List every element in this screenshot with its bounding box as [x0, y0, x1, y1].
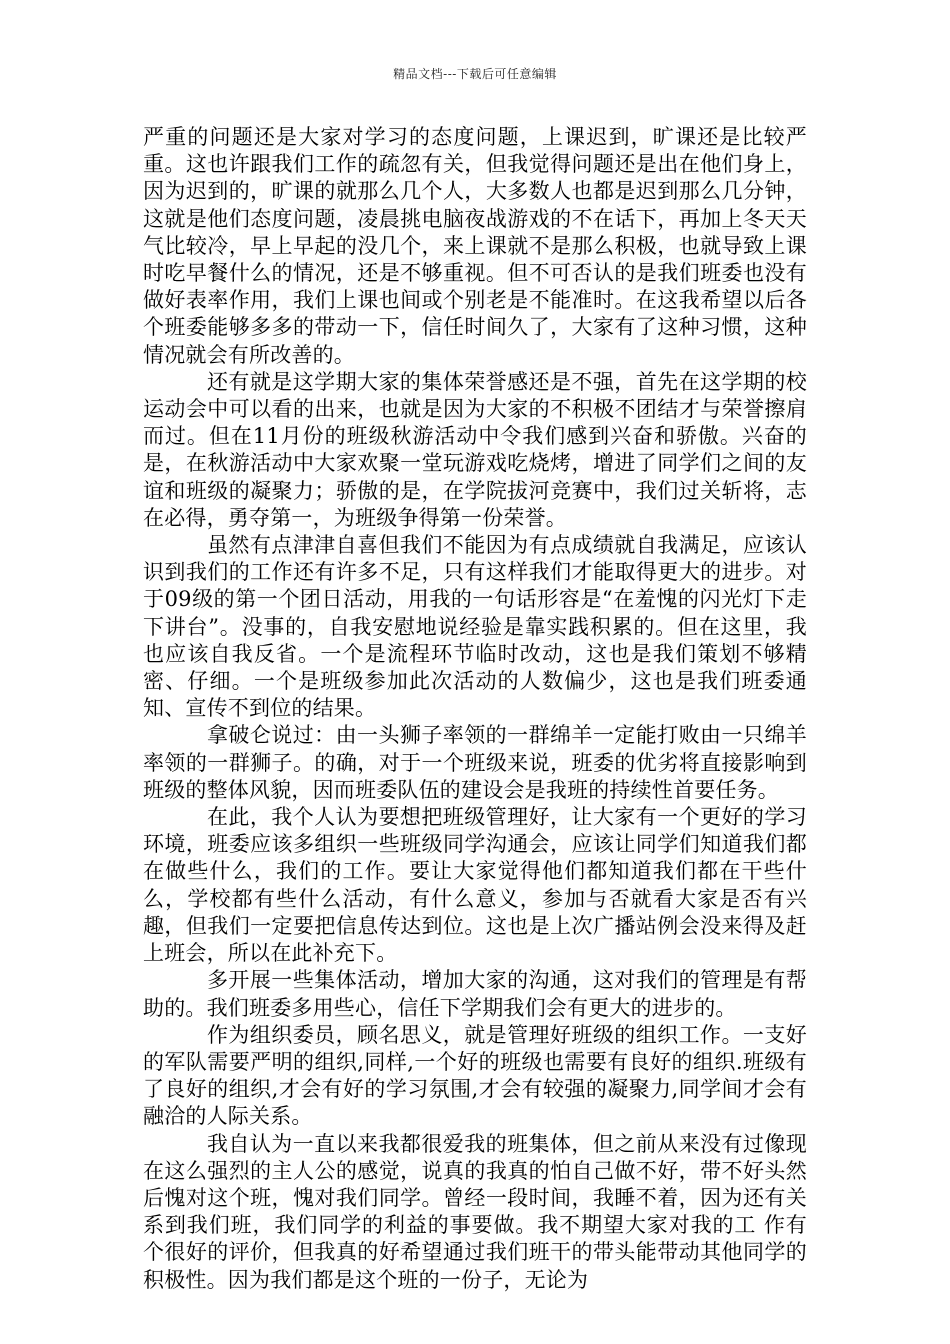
paragraph: 拿破仑说过：由一头狮子率领的一群绵羊一定能打败由一只绵羊率领的一群狮子。的确，对于一个班级来说，班委的优劣将直接影响到班级的整体风貌，因而班委队伍的建设会是我班的持续性首要任务。 [143, 723, 807, 802]
paragraph: 在此，我个人认为要想把班级管理好，让大家有一个更好的学习环境，班委应该多组织一些班级同学沟通会，应该让同学们知道我们都在做些什么，我们的工作。要让大家觉得他们都知道我们都在干些什么，学校都有些什么活动，有什么意义，参加与否就看大家是否有兴趣，但我们一定要把信息传达到位。这也是上次广播站例会没来得及赶上班会，所以在此补充下。 [143, 805, 807, 966]
paragraph: 作为组织委员，顾名思义，就是管理好班级的组织工作。一支好的军队需要严明的组织,同样,一个好的班级也需要有良好的组织.班级有了良好的组织,才会有好的学习氛围,才会有较强的凝聚力,同学间才会有融洽的人际关系。 [143, 1022, 807, 1129]
paragraph: 我自认为一直以来我都很爱我的班集体，但之前从来没有过像现在这么强烈的主人公的感觉，说真的我真的怕自己做不好，带不好头然后愧对这个班，愧对我们同学。曾经一段时间，我睡不着，因为还有关系到我们班，我们同学的利益的事要做。我不期望大家对我的工 作有个很好的评价，但我真的好希望通过我们班干的带头能带动其他同学的积极性。因为我们都是这个班的一份子，无论为 [143, 1131, 807, 1292]
paragraph: 还有就是这学期大家的集体荣誉感还是不强，首先在这学期的校运动会中可以看的出来，也就是因为大家的不积极不团结才与荣誉擦肩而过。但在11月份的班级秋游活动中令我们感到兴奋和骄傲。兴奋的是，在秋游活动中大家欢聚一堂玩游戏吃烧烤，增进了同学们之间的友谊和班级的凝聚力；骄傲的是，在学院拔河竞赛中，我们过关斩将，志在必得，勇夺第一，为班级争得第一份荣誉。 [143, 369, 807, 530]
paragraph: 多开展一些集体活动，增加大家的沟通，这对我们的管理是有帮助的。我们班委多用些心，信任下学期我们会有更大的进步的。 [143, 968, 807, 1020]
page-header: 精品文档---下载后可任意编辑 [393, 67, 557, 81]
paragraph: 严重的问题还是大家对学习的态度问题，上课迟到，旷课还是比较严重。这也许跟我们工作的疏忽有关，但我觉得问题还是出在他们身上，因为迟到的，旷课的就那么几个人，大多数人也都是迟到那么几分钟，这就是他们态度问题，凌晨挑电脑夜战游戏的不在话下，再加上冬天天气比较冷，早上早起的没几个，来上课就不是那么积极，也就导致上课时吃早餐什么的情况，还是不够重视。但不可否认的是我们班委也没有做好表率作用，我们上课也间或个别老是不能准时。在这我希望以后各个班委能够多多的带动一下，信任时间久了，大家有了这种习惯，这种情况就会有所改善的。 [143, 125, 807, 367]
paragraph: 虽然有点津津自喜但我们不能因为有点成绩就自我满足，应该认识到我们的工作还有许多不足，只有这样我们才能取得更大的进步。对于09级的第一个团日活动，用我的一句话形容是“在羞愧的闪光灯下走下讲台”。没事的，自我安慰地说经验是靠实践积累的。但在这里，我也应该自我反省。一个是流程环节临时改动，这也是我们策划不够精密、仔细。一个是班级参加此次活动的人数偏少，这也是我们班委通知、宣传不到位的结果。 [143, 533, 807, 721]
document-body [143, 124, 807, 1294]
